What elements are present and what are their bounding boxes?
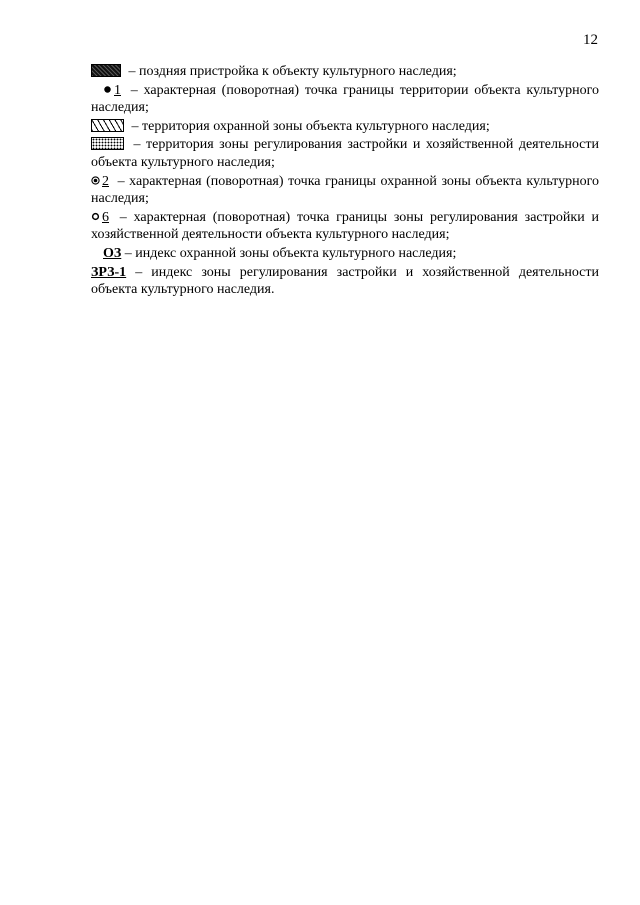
legend-entry-regulation-point xyxy=(91,209,599,244)
marker-number: 2 xyxy=(102,173,109,189)
marker-number: 1 xyxy=(114,82,121,98)
legend-entry-protection-zone xyxy=(91,118,599,136)
legend-entry-late-extension xyxy=(91,63,599,81)
ringed-dot-icon xyxy=(91,176,100,185)
legend-text: – поздняя пристройка к объекту культурного наследия; xyxy=(125,64,457,79)
legend-text: – индекс зоны регулирования застройки и хозяйственной деятельности объекта культурного наследия. xyxy=(91,264,599,298)
regulation-point-marker xyxy=(91,209,109,227)
legend-entry-regulation-zone xyxy=(91,136,599,171)
legend-text: – характерная (поворотная) точка границы охранной зоны объекта культурного наследия; xyxy=(91,173,599,207)
legend-entry-oz-index xyxy=(91,245,599,263)
legend-text: – характерная (поворотная) точка границы зоны регулирования застройки и хозяйственной деятельности объекта культурного наследия; xyxy=(91,209,599,243)
legend-text: – территория зоны регулирования застройки и хозяйственной деятельности объекта культурного наследия; xyxy=(91,137,599,170)
filled-dot-icon xyxy=(103,85,112,94)
late-extension-swatch-icon xyxy=(91,64,121,77)
legend-text: – характерная (поворотная) точка границы территории объекта культурного наследия; xyxy=(91,82,599,116)
legend xyxy=(91,63,599,299)
legend-text: – индекс охранной зоны объекта культурного наследия; xyxy=(121,245,457,261)
oz-index-label: ОЗ xyxy=(103,245,122,261)
legend-text: – территория охранной зоны объекта культурного наследия; xyxy=(128,118,490,134)
legend-entry-territory-point xyxy=(91,82,599,117)
marker-number: 6 xyxy=(102,209,109,225)
legend-entry-protection-point xyxy=(91,173,599,208)
hollow-dot-icon xyxy=(91,212,100,221)
territory-point-marker xyxy=(103,82,121,100)
zrz-index-label: ЗРЗ-1 xyxy=(91,264,127,280)
legend-entry-zrz-index xyxy=(91,264,599,299)
regulation-zone-dotted-swatch-icon xyxy=(91,137,124,150)
page-number: 12 xyxy=(583,32,598,48)
protection-zone-hatch-swatch-icon xyxy=(91,119,124,132)
protection-point-marker xyxy=(91,173,109,191)
